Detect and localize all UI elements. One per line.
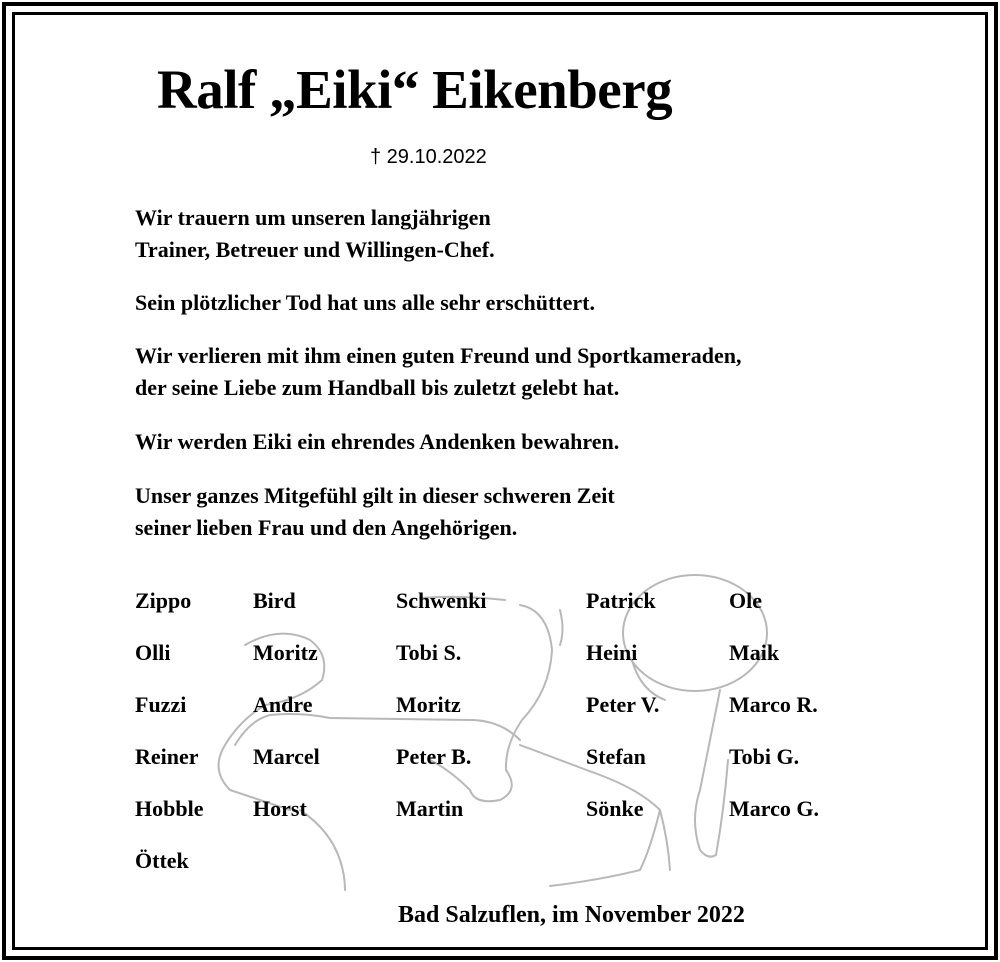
paragraph-line: Wir werden Eiki ein ehrendes Andenken bewahren. [135,429,620,454]
signatory-name: Olli [135,640,171,665]
paragraph-line: Trainer, Betreuer und Willingen-Chef. [135,237,495,262]
signatories-grid [135,588,895,888]
signatory-name: Moritz [253,640,318,665]
signatory-name: Moritz [396,692,461,717]
signatory-name: Hobble [135,796,204,821]
place-and-date: Bad Salzuflen, im November 2022 [398,902,745,928]
signatory-name: Stefan [586,744,646,769]
paragraph-1 [135,202,495,266]
paragraph-5 [135,480,615,544]
signatory-name: Zippo [135,588,192,613]
signatory-name: Schwenki [396,588,487,613]
signatory-name: Horst [253,796,307,821]
paragraph-line: Sein plötzlicher Tod hat uns alle sehr erschüttert. [135,290,595,315]
signatory-name: Andre [253,692,313,717]
paragraph-line: Unser ganzes Mitgefühl gilt in dieser schweren Zeit [135,483,615,508]
signatory-name: Heini [586,640,638,665]
paragraph-2 [135,287,595,319]
signatory-name: Fuzzi [135,692,187,717]
signatory-name: Patrick [586,588,656,613]
signatory-name: Tobi G. [729,744,800,769]
paragraph-line: der seine Liebe zum Handball bis zuletzt gelebt hat. [135,375,620,400]
signatory-name: Marco G. [729,796,820,821]
signatory-name: Bird [253,588,296,613]
signatory-name: Reiner [135,744,199,769]
paragraph-line: seiner lieben Frau und den Angehörigen. [135,515,518,540]
signatory-name: Peter V. [586,692,660,717]
signatory-name: Marcel [253,744,320,769]
death-date: † 29.10.2022 [370,146,487,168]
signatory-name: Martin [396,796,464,821]
signatory-name: Öttek [135,848,189,873]
paragraph-4 [135,426,619,458]
deceased-name: Ralf „Eiki“ Eikenberg [157,59,673,120]
signatory-name: Peter B. [396,744,472,769]
signatory-name: Sönke [586,796,644,821]
paragraph-line: Wir verlieren mit ihm einen guten Freund und Sportkameraden, [135,343,742,368]
signatory-name: Tobi S. [396,640,462,665]
signatory-name: Ole [729,588,762,613]
paragraph-3 [135,340,741,404]
signatory-name: Maik [729,640,780,665]
signatory-name: Marco R. [729,692,818,717]
paragraph-line: Wir trauern um unseren langjährigen [135,205,491,230]
